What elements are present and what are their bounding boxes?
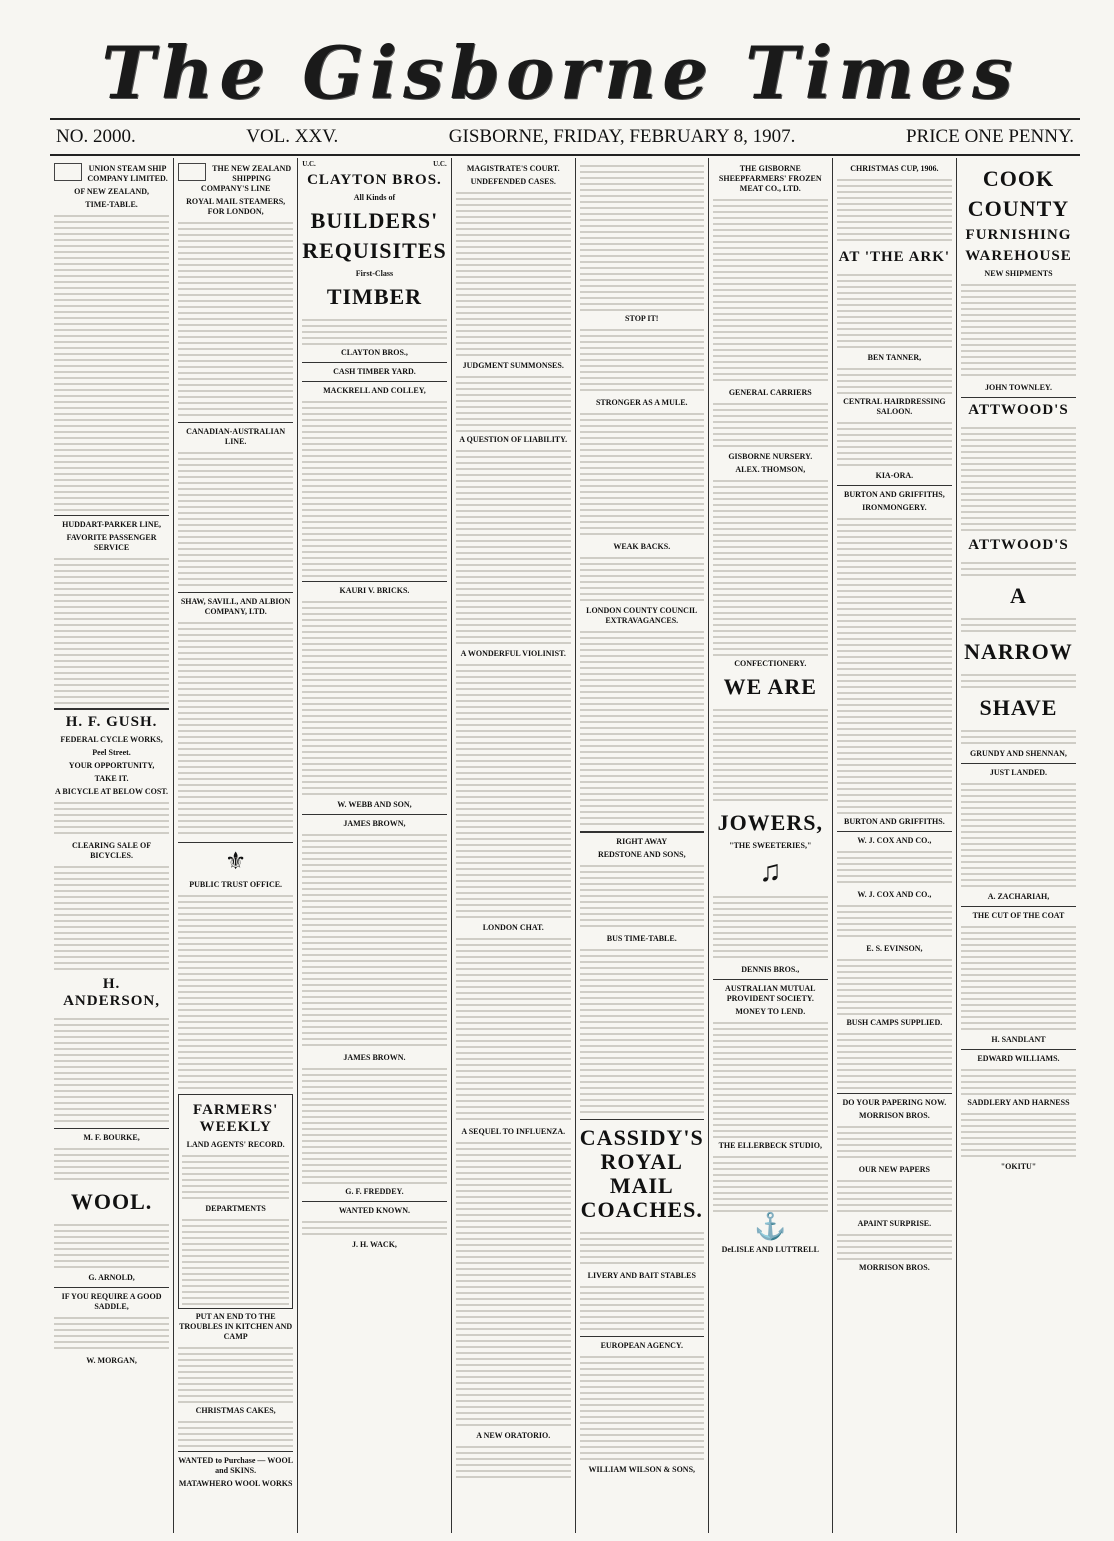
volume: VOL. XXV. [246, 126, 339, 147]
text-block [54, 1014, 169, 1124]
wool-heading: WOOL. [70, 1189, 153, 1214]
text-block [54, 862, 169, 972]
we-are-heading: WE ARE [723, 674, 817, 699]
land-agents-heading: LAND AGENTS' RECORD. [186, 1140, 285, 1149]
opportunity-heading: YOUR OPPORTUNITY, [68, 761, 155, 770]
text-block [837, 270, 952, 350]
text-block [961, 423, 1076, 533]
text-block [302, 830, 447, 1050]
text-block [837, 1122, 952, 1162]
text-block [713, 399, 828, 449]
christmas-cup-heading: CHRISTMAS CUP, 1906. [850, 164, 939, 173]
undefended-heading: UNDEFENDED CASES. [470, 177, 556, 186]
text-block [178, 448, 293, 588]
stop-it-heading: STOP IT! [625, 314, 659, 323]
freddey-heading: G. F. FREDDEY. [345, 1187, 404, 1197]
a-heading: A [1010, 583, 1027, 608]
public-trust-heading: PUBLIC TRUST OFFICE. [189, 880, 283, 889]
weak-backs-heading: WEAK BACKS. [613, 542, 671, 551]
text-block [713, 1018, 828, 1138]
masthead [60, 30, 1060, 115]
text-block [580, 1282, 704, 1332]
text-block [456, 372, 571, 432]
timetable-heading: TIME-TABLE. [85, 200, 138, 209]
mule-heading: STRONGER AS A MULE. [595, 398, 688, 407]
wanted-wool-heading: WANTED to Purchase — WOOL and SKINS. [178, 1456, 294, 1475]
text-block [54, 211, 169, 511]
delisle-heading: DeLISLE AND LUTTRELL [721, 1245, 819, 1254]
sweeteries-heading: "THE SWEETERIES," [729, 841, 812, 850]
county-heading: COUNTY [967, 196, 1070, 221]
text-block [580, 325, 704, 395]
text-block [837, 955, 952, 1015]
text-block [961, 1109, 1076, 1159]
departments-heading: DEPARTMENTS [205, 1204, 266, 1213]
james-brown-heading: JAMES BROWN, [343, 819, 406, 829]
saddlery-heading: SADDLERY AND HARNESS [967, 1098, 1070, 1107]
text-block [961, 280, 1076, 380]
livery-heading: LIVERY AND BAIT STABLES [587, 1271, 696, 1280]
column-8 [957, 158, 1080, 1533]
money-to-lend-heading: MONEY TO LEND. [735, 1007, 806, 1016]
text-block [580, 409, 704, 539]
ship-icon [178, 163, 206, 181]
farmers-weekly-heading: FARMERS' WEEKLY [193, 1102, 279, 1135]
matawhero-heading: MATAWHERO WOOL WORKS [178, 1479, 293, 1488]
morrison-heading: MORRISON BROS. [859, 1111, 930, 1120]
text-block [302, 1217, 447, 1237]
influenza-heading: A SEQUEL TO INFLUENZA. [461, 1127, 566, 1136]
take-it: TAKE IT. [94, 774, 129, 783]
kauri-heading: KAURI V. BRICKS. [339, 586, 410, 596]
narrow-heading: NARROW [964, 639, 1073, 664]
text-block [713, 476, 828, 656]
cook-heading: COOK [982, 166, 1055, 191]
text-block [54, 1220, 169, 1270]
european-agency-heading: EUROPEAN AGENCY. [600, 1341, 683, 1350]
townley-heading: JOHN TOWNLEY. [984, 383, 1052, 392]
cassidy-heading: CASSIDY'S ROYAL MAIL COACHES. [579, 1125, 704, 1222]
text-block [961, 614, 1076, 634]
text-block [713, 195, 828, 385]
text-block [580, 161, 704, 311]
column-3 [298, 158, 452, 1533]
mackrell-heading: MACKRELL AND COLLEY, [323, 386, 426, 396]
text-block [182, 1151, 289, 1201]
oratorio-heading: A NEW ORATORIO. [476, 1431, 551, 1440]
clearing-sale-heading: CLEARING SALE OF BICYCLES. [71, 841, 152, 860]
just-landed-heading: JUST LANDED. [989, 768, 1048, 777]
clayton-heading: CLAYTON BROS. [307, 172, 442, 189]
text-block [302, 315, 447, 345]
furnishing-heading: FURNISHING [965, 227, 1072, 243]
shaw-savill-heading: SHAW, SAVILL, AND ALBION COMPANY, LTD. [180, 597, 291, 616]
requisites-heading: REQUISITES [302, 238, 447, 264]
confectionery-heading: CONFECTIONERY. [734, 659, 807, 668]
paint-surprise-heading: APAINT SURPRISE. [857, 1219, 932, 1228]
edward-williams-heading: EDWARD WILLIAMS. [977, 1054, 1060, 1063]
warehouse-heading: WAREHOUSE [965, 248, 1072, 264]
sandlant-heading: H. SANDLANT [991, 1035, 1046, 1044]
text-block [837, 901, 952, 941]
text-block [961, 726, 1076, 746]
nz-shipping-heading: THE NEW ZEALAND SHIPPING COMPANY'S LINE [200, 164, 292, 193]
canadian-heading: CANADIAN-AUSTRALIAN LINE. [186, 427, 286, 446]
saddle-heading: IF YOU REQUIRE A GOOD SADDLE, [61, 1292, 162, 1311]
columns [50, 158, 1080, 1533]
text-block [54, 798, 169, 838]
text-block [456, 446, 571, 646]
text-block [178, 891, 293, 1091]
burton-heading: BURTON AND GRIFFITHS, [844, 490, 945, 499]
text-block [961, 558, 1076, 578]
put-an-end-heading: PUT AN END TO THE TROUBLES IN KITCHEN AND CAMP [179, 1312, 293, 1341]
ship-icon [54, 163, 82, 181]
timber-heading: TIMBER [326, 284, 423, 310]
clayton-bros-sign: CLAYTON BROS., [340, 348, 408, 358]
text-block [456, 934, 571, 1124]
text-block [837, 418, 952, 468]
text-block [54, 554, 169, 704]
cox-heading: W. J. COX AND CO., [857, 836, 932, 845]
nursery-heading: GISBORNE NURSERY. [728, 452, 813, 461]
text-block [713, 705, 828, 805]
lcc-heading: LONDON COUNTY COUNCIL EXTRAVAGANCES. [586, 606, 698, 625]
papering-heading: DO YOUR PAPERING NOW. [842, 1098, 947, 1107]
bus-timetable-heading: BUS TIME-TABLE. [606, 934, 677, 943]
passenger-service-heading: FAVORITE PASSENGER SERVICE [66, 533, 157, 552]
kia-ora: KIA-ORA. [875, 471, 914, 480]
anchor-icon: ⚓ [754, 1212, 787, 1241]
column-7 [833, 158, 957, 1533]
text-block [456, 188, 571, 358]
morrison-sign: MORRISON BROS. [859, 1263, 930, 1272]
text-block [580, 861, 704, 931]
crest-icon: ⚜ [224, 849, 247, 875]
gush-street: Peel Street. [92, 748, 131, 757]
violinist-heading: A WONDERFUL VIOLINIST. [460, 649, 566, 658]
text-block [178, 1343, 293, 1403]
text-block [837, 847, 952, 887]
okitu-heading: "OKITU" [1000, 1162, 1037, 1171]
text-block [837, 175, 952, 245]
james-brown-sign: JAMES BROWN. [343, 1053, 406, 1063]
text-block [837, 364, 952, 394]
text-block [456, 1442, 571, 1482]
wack-heading: J. H. WACK, [351, 1240, 397, 1250]
all-kinds-of: All Kinds of [353, 193, 396, 203]
text-block [178, 618, 293, 838]
royal-mail-heading: ROYAL MAIL STEAMERS, FOR LONDON, [186, 197, 286, 216]
column-5 [576, 158, 709, 1533]
text-block [713, 892, 828, 962]
amp-heading: AUSTRALIAN MUTUAL PROVIDENT SOCIETY. [725, 984, 816, 1003]
dateline [50, 118, 1080, 156]
text-block [54, 1144, 169, 1184]
cox-heading-2: W. J. COX AND CO., [857, 890, 932, 899]
ellerbeck-heading: THE ELLERBECK STUDIO, [718, 1141, 822, 1150]
issue-date: GISBORNE, FRIDAY, FEBRUARY 8, 1907. [448, 126, 796, 147]
text-block [178, 1417, 293, 1447]
new-papers-heading: OUR NEW PAPERS [858, 1165, 930, 1174]
text-block [961, 670, 1076, 690]
text-block [456, 1138, 571, 1428]
cut-of-coat-heading: THE CUT OF THE COAT [972, 911, 1065, 920]
text-block [837, 514, 952, 814]
liability-heading: A QUESTION OF LIABILITY. [459, 435, 568, 444]
bourke-heading: M. F. BOURKE, [83, 1133, 140, 1142]
the-ark-heading: AT 'THE ARK' [838, 249, 951, 265]
text-block [837, 1176, 952, 1216]
dennis-heading: DENNIS BROS., [741, 965, 800, 974]
union-steam-heading: UNION STEAM SHIP COMPANY LIMITED. [87, 164, 168, 183]
webb-heading: W. WEBB AND SON, [337, 800, 412, 810]
morgan-heading: W. MORGAN, [86, 1356, 137, 1365]
redstone-heading: REDSTONE AND SONS, [597, 850, 686, 859]
text-block [580, 553, 704, 603]
text-block [961, 922, 1076, 1032]
cash-timber-heading: CASH TIMBER YARD. [333, 367, 416, 377]
masthead-title: The Gisborne Times [101, 30, 1019, 115]
first-class: First-Class [355, 269, 394, 279]
price: PRICE ONE PENNY. [905, 126, 1074, 147]
hairdressing-heading: CENTRAL HAIRDRESSING SALOON. [843, 397, 946, 416]
gush-heading: H. F. GUSH. [65, 714, 158, 730]
text-block [182, 1215, 289, 1305]
farmers-weekly-ad [178, 1094, 293, 1309]
shave-heading: SHAVE [979, 695, 1058, 720]
evinson-heading: E. S. EVINSON, [866, 944, 923, 953]
grundy-heading: GRUNDY AND SHENNAN, [970, 749, 1067, 758]
burton-sign: BURTON AND GRIFFITHS. [844, 817, 945, 826]
right-away-heading: RIGHT AWAY [616, 837, 668, 846]
magistrates-heading: MAGISTRATE'S COURT. [466, 164, 560, 173]
zachariah-heading: A. ZACHARIAH, [987, 892, 1050, 901]
text-block [178, 218, 293, 418]
judgment-heading: JUDGMENT SUMMONSES. [462, 361, 564, 370]
new-shipments-heading: NEW SHIPMENTS [984, 269, 1053, 278]
column-6 [709, 158, 833, 1533]
wilson-heading: WILLIAM WILSON & SONS, [588, 1465, 696, 1474]
union-steam-subheading: OF NEW ZEALAND, [74, 187, 149, 196]
uc-left: U.C. [302, 160, 316, 168]
anderson-heading: H. ANDERSON, [63, 976, 161, 1009]
text-block [302, 1064, 447, 1184]
gramophone-icon: ♫ [759, 855, 782, 888]
text-block [961, 779, 1076, 889]
wanted-known-heading: WANTED KNOWN. [338, 1206, 410, 1216]
builders-heading: BUILDERS' [310, 208, 439, 234]
christmas-cakes-heading: CHRISTMAS CAKES, [195, 1406, 276, 1415]
bush-camps-heading: BUSH CAMPS SUPPLIED. [846, 1018, 943, 1027]
ironmongery-heading: IRONMONGERY. [862, 503, 927, 512]
attwoods-heading: ATTWOOD'S [968, 402, 1069, 418]
text-block [580, 945, 704, 1115]
issue-number: NO. 2000. [56, 126, 136, 147]
column-2 [174, 158, 298, 1533]
text-block [961, 1065, 1076, 1095]
sheepfarmers-heading: THE GISBORNE SHEEPFARMERS' FROZEN MEAT CO., LTD. [718, 164, 822, 193]
jowers-heading: JOWERS, [717, 810, 823, 835]
bicycle-heading: A BICYCLE AT BELOW COST. [55, 787, 169, 796]
text-block [580, 1228, 704, 1268]
text-block [580, 1352, 704, 1462]
carriers-heading: GENERAL CARRIERS [728, 388, 812, 397]
huddart-heading: HUDDART-PARKER LINE, [62, 520, 161, 529]
attwoods-heading-2: ATTWOOD'S [968, 537, 1069, 553]
text-block [54, 1313, 169, 1353]
uc-right: U.C. [433, 160, 447, 168]
text-block [837, 1029, 952, 1089]
text-block [580, 627, 704, 827]
text-block [302, 597, 447, 797]
thomson-heading: ALEX. THOMSON, [735, 465, 806, 474]
gush-sub: FEDERAL CYCLE WORKS, [60, 735, 163, 744]
arnold-heading: G. ARNOLD, [88, 1273, 135, 1282]
text-block [837, 1230, 952, 1260]
column-4 [452, 158, 576, 1533]
text-block [456, 660, 571, 920]
column-1 [50, 158, 174, 1533]
london-chat-heading: LONDON CHAT. [482, 923, 544, 932]
text-block [713, 1152, 828, 1212]
ben-tanner-heading: BEN TANNER, [867, 353, 922, 362]
text-block [302, 397, 447, 577]
